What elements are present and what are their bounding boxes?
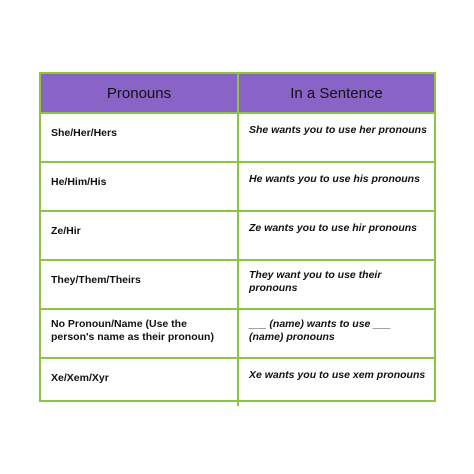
sentence-cell (238, 358, 434, 406)
pronoun-text: Ze/Hir (51, 225, 81, 237)
pronoun-text: She/Her/Hers (51, 127, 117, 139)
sentence-text: Ze wants you to use hir pronouns (249, 222, 418, 234)
pronoun-text: He/Him/His (51, 176, 107, 188)
pronoun-cell (41, 162, 238, 211)
sentence-text: He wants you to use his pronouns (249, 173, 420, 185)
sentence-text: Xe wants you to use xem pronouns (249, 369, 426, 381)
table-row (41, 113, 434, 162)
table-row (41, 309, 434, 358)
sentence-text: She wants you to use her pronouns (249, 124, 427, 136)
sentence-text: They want you to use their pronouns (249, 269, 382, 294)
pronoun-table (39, 72, 436, 402)
pronoun-cell (41, 358, 238, 406)
sentence-cell (238, 113, 434, 162)
sentence-cell (238, 260, 434, 309)
pronoun-cell (41, 211, 238, 260)
header-pronouns: Pronouns (41, 74, 238, 113)
sentence-cell (238, 162, 434, 211)
pronoun-text: They/Them/Theirs (51, 274, 141, 286)
header-in-a-sentence: In a Sentence (238, 74, 434, 113)
pronoun-cell (41, 113, 238, 162)
table-row (41, 162, 434, 211)
sentence-cell (238, 211, 434, 260)
table-header-row (41, 74, 434, 113)
table-row (41, 260, 434, 309)
sentence-text: ___ (name) wants to use ___ (name) pronouns (249, 318, 391, 343)
pronoun-text: No Pronoun/Name (Use the person's name as their pronoun) (51, 318, 214, 343)
pronoun-cell (41, 260, 238, 309)
pronoun-table-grid (41, 74, 434, 406)
pronoun-cell (41, 309, 238, 358)
sentence-cell (238, 309, 434, 358)
table-row (41, 211, 434, 260)
table-row (41, 358, 434, 406)
pronoun-text: Xe/Xem/Xyr (51, 372, 109, 384)
